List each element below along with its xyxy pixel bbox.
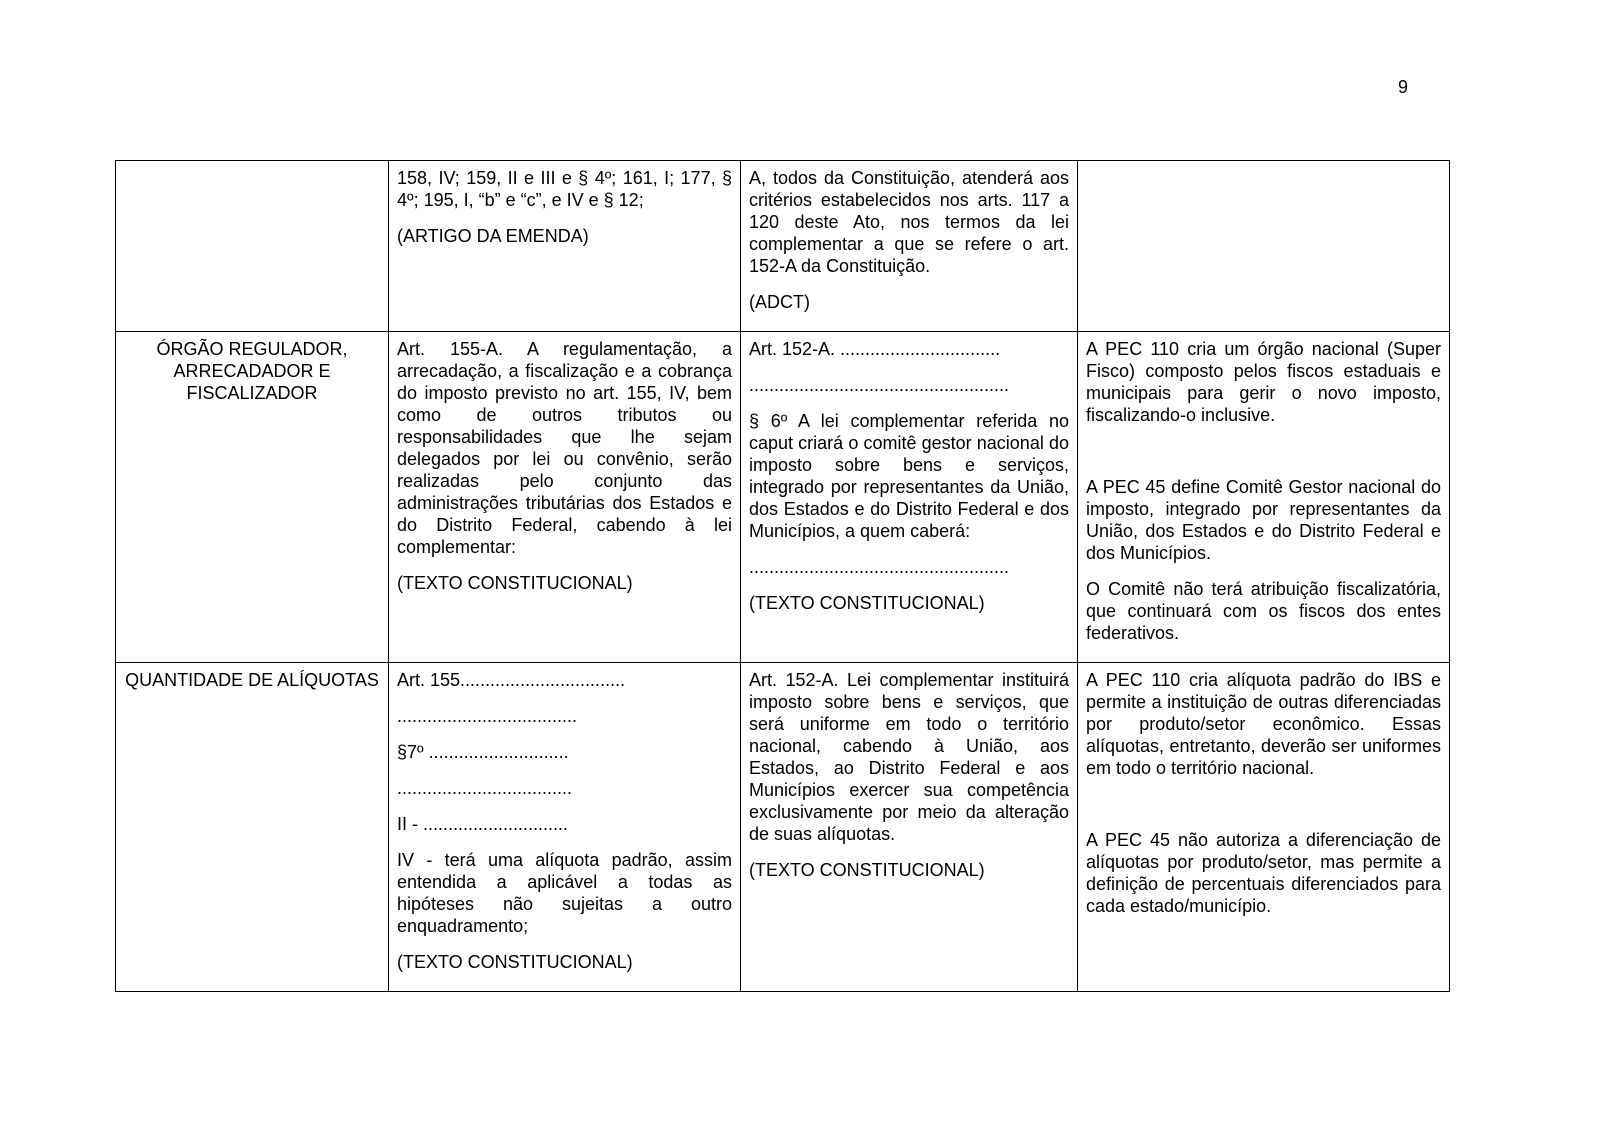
content-cell [1078,161,1450,332]
content-cell [1078,332,1450,663]
paragraph: ................................... [397,778,573,798]
content-cell [389,663,741,992]
paragraph: §7º ............................ [397,742,569,762]
paragraph: A PEC 110 cria alíquota padrão do IBS e permite a instituição de outras diferenciadas por produto/setor econômico. Essas alíquotas, entretanto, deverão ser uniformes em todo o território nacional. [1086,670,1441,778]
row-header-label: QUANTIDADE DE ALÍQUOTAS [125,670,379,690]
paragraph: A PEC 45 não autoriza a diferenciação de alíquotas por produto/setor, mas permite a definição de percentuais diferenciados para cada estado/município. [1086,830,1441,916]
content-cell [1078,663,1450,992]
paragraph: (ADCT) [749,292,810,312]
row-header-cell [116,663,389,992]
paragraph: .................................................... [749,557,1010,577]
table-row [116,332,1450,663]
row-header-label: ÓRGÃO REGULADOR, ARRECADADOR E FISCALIZADOR [156,339,348,403]
content-cell [389,161,741,332]
paragraph: II - ............................. [397,814,569,834]
paragraph: Art. 152-A. ................................ [749,339,1001,359]
table-row [116,663,1450,992]
paragraph: 158, IV; 159, II e III e § 4º; 161, I; 177, § 4º; 195, I, “b” e “c”, e IV e § 12; [397,168,732,210]
paragraph: (TEXTO CONSTITUCIONAL) [397,952,633,972]
content-cell [741,663,1078,992]
paragraph: A PEC 45 define Comitê Gestor nacional do imposto, integrado por representantes da União, dos Estados e do Distrito Federal e dos Municípios. [1086,477,1441,563]
content-cell [741,161,1078,332]
blank-line [1086,793,1441,815]
paragraph: Art. 155-A. A regulamentação, a arrecadação, a fiscalização e a cobrança do imposto previsto no art. 155, IV, bem como de outros tributos ou responsabilidades que lhe sejam delegados por lei ou convênio, serão realizadas pelo conjunto das administrações tributárias dos Estados e do Distrito Federal, cabendo à lei complementar: [397,339,732,557]
comparison-table-body [116,161,1450,992]
content-cell [389,332,741,663]
paragraph: .................................... [397,706,578,726]
paragraph: (TEXTO CONSTITUCIONAL) [749,593,985,613]
paragraph: .................................................... [749,375,1010,395]
row-header-cell [116,161,389,332]
paragraph: IV - terá uma alíquota padrão, assim entendida a aplicável a todas as hipóteses não sujeitas a outro enquadramento; [397,850,732,936]
comparison-table [115,160,1450,992]
paragraph: § 6º A lei complementar referida no caput criará o comitê gestor nacional do imposto sobre bens e serviços, integrado por representantes da União, dos Estados e do Distrito Federal e dos Municípios, a quem caberá: [749,411,1069,541]
paragraph: A, todos da Constituição, atenderá aos critérios estabelecidos nos arts. 117 a 120 deste Ato, nos termos da lei complementar a que se refere o art. 152-A da Constituição. [749,168,1069,276]
paragraph: (ARTIGO DA EMENDA) [397,226,589,246]
row-header-cell [116,332,389,663]
content-cell [741,332,1078,663]
blank-line [1086,440,1441,462]
table-row [116,161,1450,332]
paragraph: (TEXTO CONSTITUCIONAL) [749,860,985,880]
paragraph: A PEC 110 cria um órgão nacional (Super Fisco) composto pelos fiscos estaduais e municipais para gerir o novo imposto, fiscalizando-o inclusive. [1086,339,1441,425]
paragraph: (TEXTO CONSTITUCIONAL) [397,573,633,593]
paragraph: O Comitê não terá atribuição fiscalizatória, que continuará com os fiscos dos entes federativos. [1086,579,1441,643]
paragraph: Art. 152-A. Lei complementar instituirá imposto sobre bens e serviços, que será uniforme em todo o território nacional, cabendo à União, aos Estados, ao Distrito Federal e aos Municípios exercer sua competência exclusivamente por meio da alteração de suas alíquotas. [749,670,1069,844]
paragraph: Art. 155................................. [397,670,626,690]
page-number: 9 [1397,77,1408,97]
